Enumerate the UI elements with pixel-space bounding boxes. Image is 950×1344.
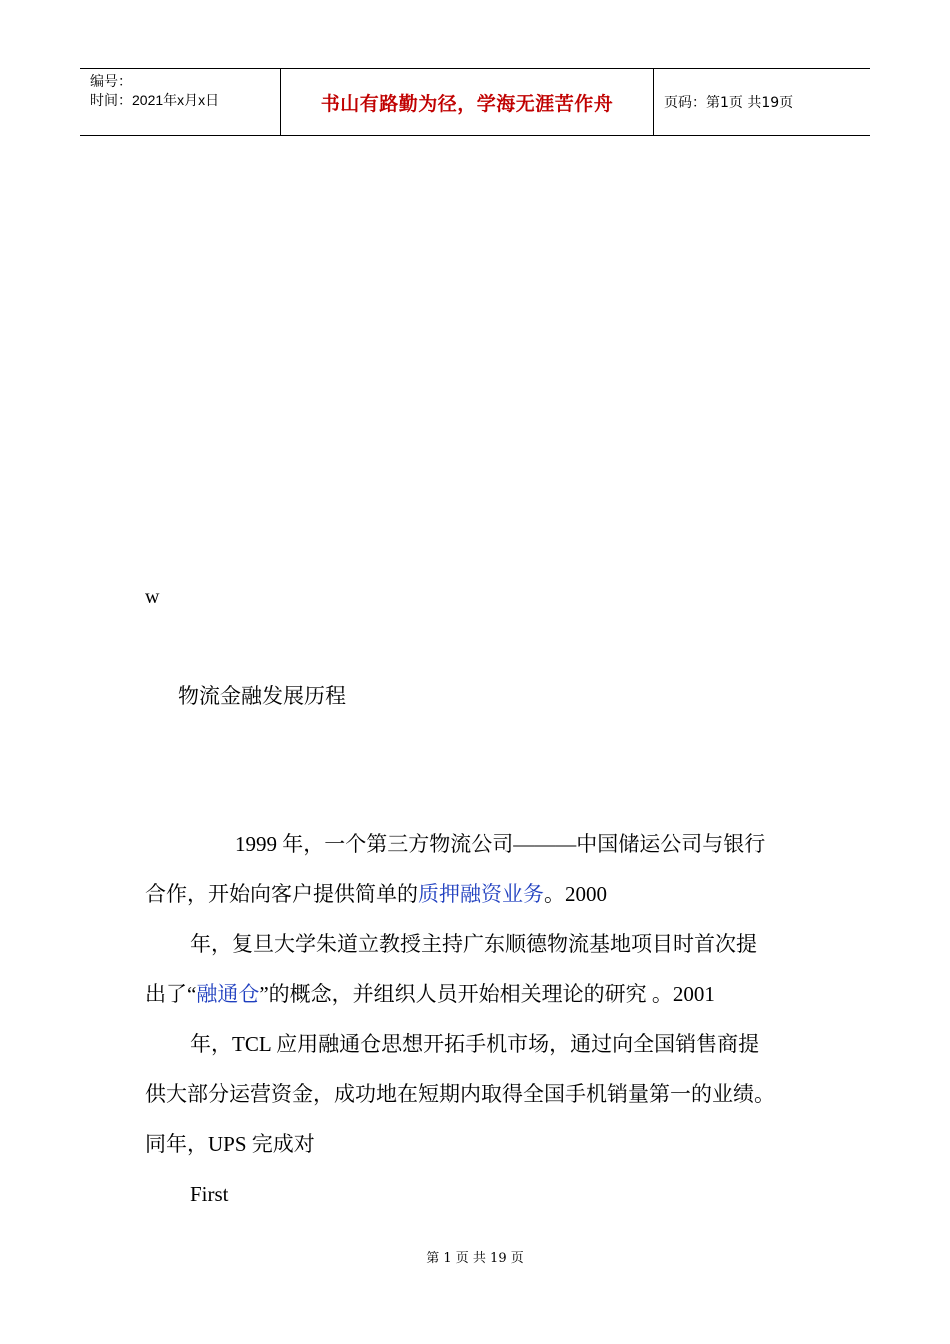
page-header	[80, 68, 870, 136]
rongtongcang-link[interactable]: 融通仓	[196, 982, 260, 1006]
paragraph-line-5: 年，TCL 应用融通仓思想开拓手机市场，通过向全国销售商提	[190, 1032, 760, 1056]
pledge-financing-link[interactable]: 质押融资业务	[418, 882, 544, 906]
paragraph-line-8: First	[190, 1182, 229, 1206]
header-meta	[80, 69, 281, 135]
stray-character: w	[145, 586, 160, 608]
document-date-label: 时间：2021年x月x日	[90, 92, 220, 108]
paragraph-line-3: 年，复旦大学朱道立教授主持广东顺德物流基地项目时首次提	[190, 932, 757, 956]
line-2-text-a: 合作，开始向客户提供简单的	[145, 882, 418, 906]
line-2-text-b: 。2000	[544, 882, 607, 906]
line-4-text-b: ”的概念，并组织人员开始相关理论的研究 。2001	[259, 982, 715, 1006]
paragraph-line-2	[145, 880, 607, 908]
paragraph-line-1: 1999 年，一个第三方物流公司———中国储运公司与银行	[235, 832, 766, 856]
header-motto: 书山有路勤为径，学海无涯苦作舟	[281, 69, 654, 135]
paragraph-line-7: 同年，UPS 完成对	[145, 1132, 315, 1156]
paragraph-line-6: 供大部分运营资金，成功地在短期内取得全国手机销量第一的业绩。	[145, 1082, 775, 1106]
paragraph-line-4	[145, 980, 715, 1008]
header-page-info: 页码：第1页 共19页	[664, 95, 794, 111]
document-number-label: 编号：	[90, 73, 132, 89]
page-footer: 第 1 页 共 19 页	[426, 1251, 524, 1266]
document-title: 物流金融发展历程	[178, 684, 346, 708]
line-4-text-a: 出了“	[145, 982, 197, 1006]
